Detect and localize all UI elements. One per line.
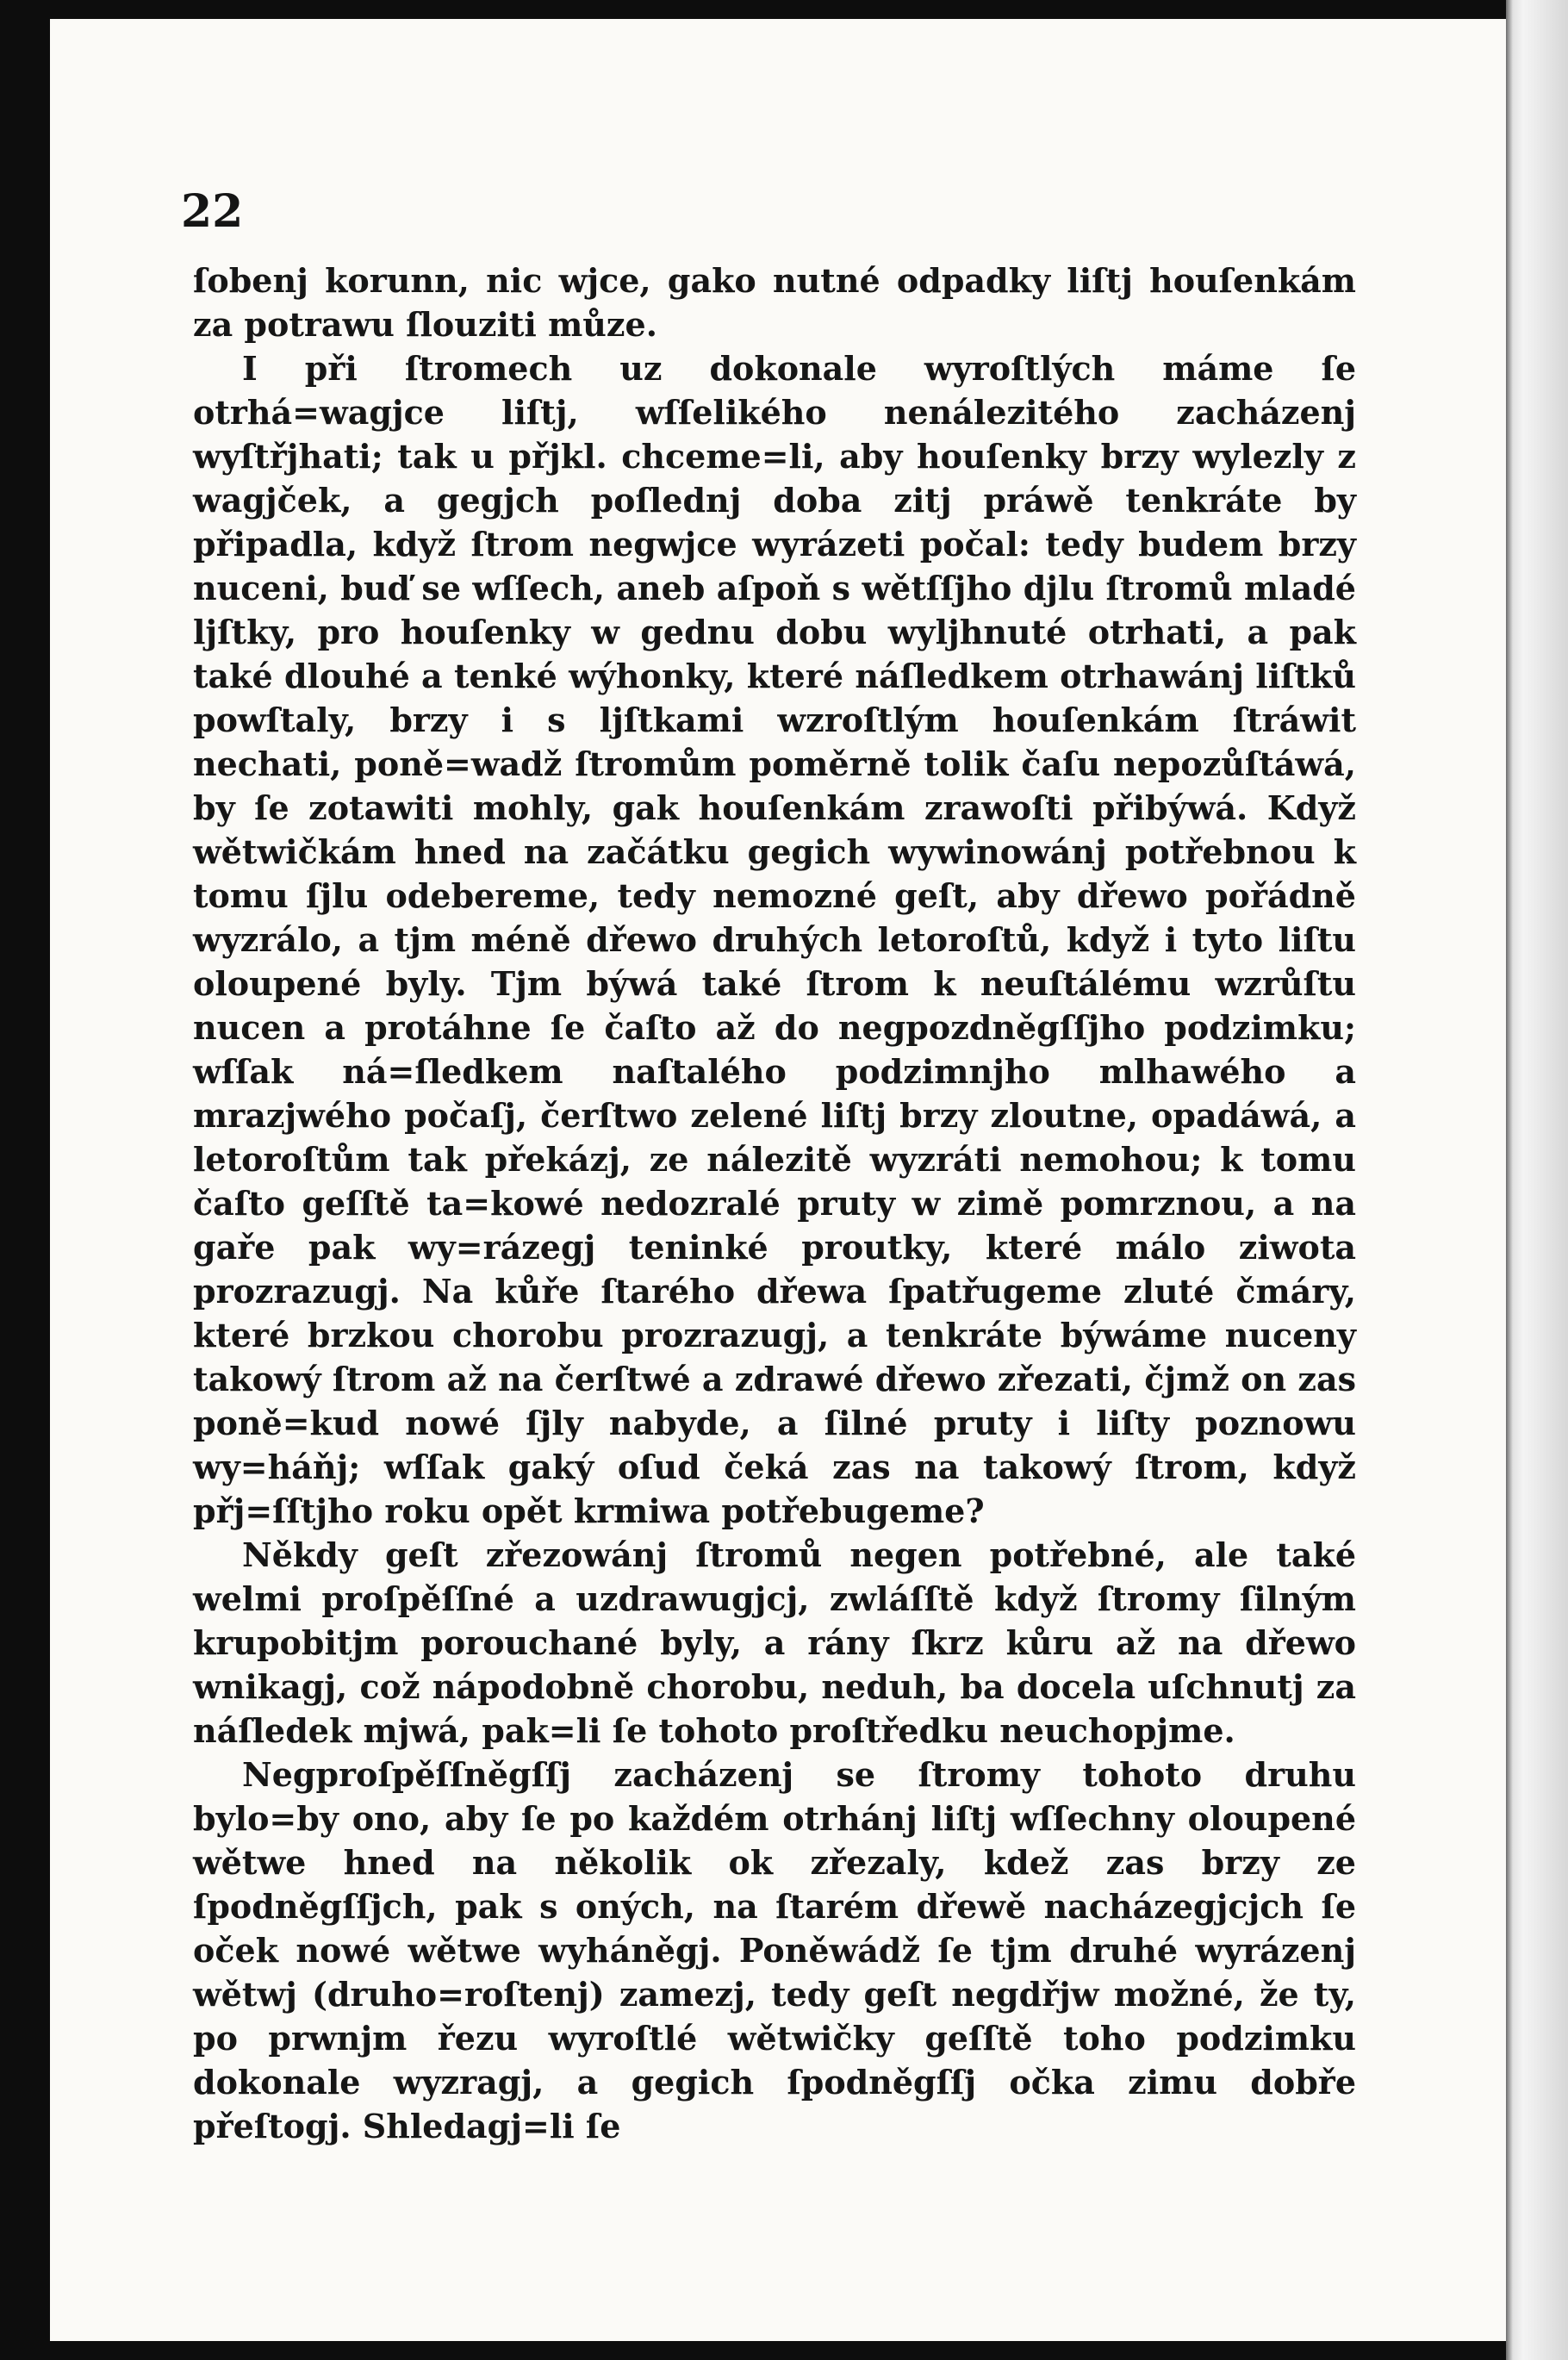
paragraph: I při ſtromech uz dokonale wyroſtlých máme ſe otrhá=wagjce liſtj, wſſelikého nenálezitého zacházenj wyſtřjhati; tak u přjkl. chceme=li, aby houſenky brzy wylezly z wagjček, a gegjch poſlednj doba zitj práwě tenkráte by připadla, když ſtrom negwjce wyrázeti počal: tedy budem brzy nuceni, buď se wſſech, aneb aſpoň s wětſſjho djlu ſtromů mladé ljſtky, pro houſenky w gednu dobu wylјhnuté otrhati, a pak také dlouhé a tenké wýhonky, které náſledkem otrhawánj liſtků powſtaly, brzy i s ljſtkami wzroſtlým houſenkám ſtráwit nechati, poně=wadž ſtromům poměrně tolik čaſu nepozůſtáwá, by ſe zotawiti mohly, gak houſenkám zrawoſti přibýwá. Když wětwičkám hned na začátku gegich wywinowánj potřebnou k tomu ſjlu odebereme, tedy nemozné geſt, aby dřewo pořádně wyzrálo, a tjm méně dřewo druhých letoroſtů, když i tyto liſtu oloupené byly. Tjm býwá také ſtrom k neuſtálému wzrůſtu nucen a protáhne ſe čaſto až do negpozdněgſſjho podzimku; wſſak ná=ſledkem naſtalého podzimnjho mlhawého a mrazjwého počaſj, čerſtwo zelené liſtj brzy zloutne, opadáwá, a letoroſtům tak překázj, ze nálezitě wyzráti nemohou; k tomu čaſto geſſtě ta=kowé nedozralé pruty w zimě pomrznou, a na gaře pak wy=rázegj teninké proutky, které málo ziwota prozrazugj. Na kůře ſtarého dřewa ſpatřugeme zluté čmáry, které brzkou chorobu prozrazugj, a tenkráte býwáme nuceny takowý ſtrom až na čerſtwé a zdrawé dřewo zřezati, čjmž on zas poně=kud nowé ſjly nabyde, a ſilné pruty i liſty poznowu wy=háňj; wſſak gaký oſud čeká zas na takowý ſtrom, když přj=ſſtjho roku opět krmiwa potřebugeme? bbox=[193, 349, 1356, 1530]
body-text bbox=[193, 258, 1356, 2148]
page-edge bbox=[1506, 0, 1568, 2360]
page-number: 22 bbox=[181, 185, 244, 238]
paragraph: Negproſpěſſněgſſj zacházenj se ſtromy tohoto druhu bylo=by ono, aby ſe po každém otrhánj liſtj wſſechny oloupené wětwe hned na několik ok zřezaly, kdež zas brzy ze ſpodněgſſjch, pak s oných, na ſtarém dřewě nacházegjcjch ſe oček nowé wětwe wyháněgj. Poněwádž ſe tjm druhé wyrázenj wětwj (druho=roſtenj) zamezj, tedy geſt negdřjw možné, že ty, po prwnjm řezu wyroſtlé wětwičky geſſtě toho podzimku dokonale wyzragj, a gegich ſpodněgſſj očka zimu dobře přeſtogj. Shledagj=li ſe bbox=[193, 1755, 1356, 2145]
paragraph: ſobenj korunn, nic wjce, gako nutné odpadky liſtj houſenkám za potrawu ſlouziti můze. bbox=[193, 261, 1356, 344]
paragraph: Někdy geſt zřezowánj ſtromů negen potřebné, ale také welmi proſpěſſné a uzdrawugjcj, zwláſſtě když ſtromy ſilným krupobitjm porouchané byly, a rány ſkrz kůru až na dřewo wnikagj, což nápodobně chorobu, neduh, ba docela uſchnutj za náſledek mjwá, pak=li ſe tohoto proſtředku neuchopjme. bbox=[193, 1535, 1356, 1750]
